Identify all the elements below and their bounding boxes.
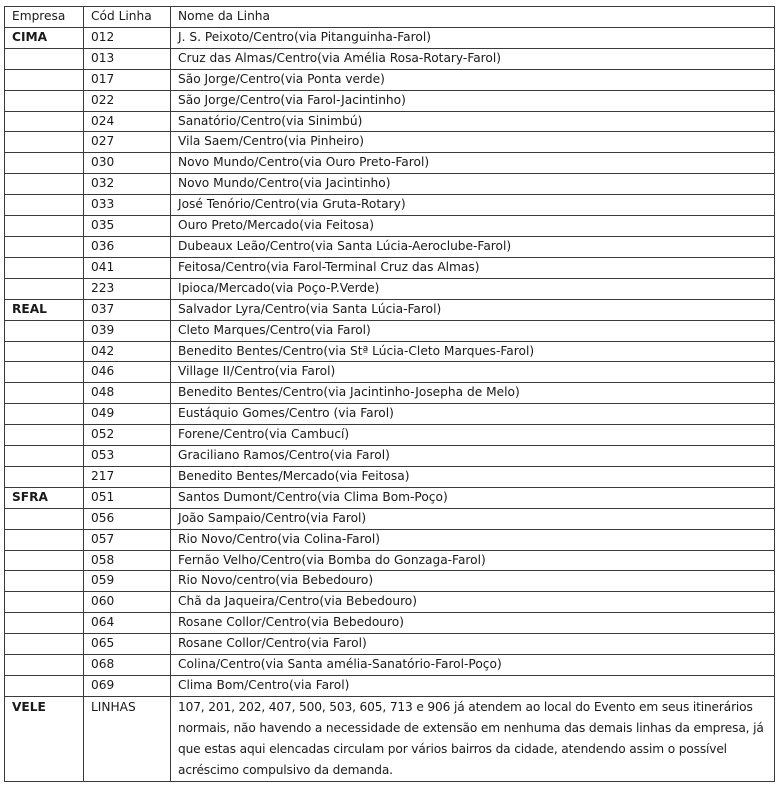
table-row	[5, 362, 775, 383]
table-row	[5, 90, 775, 111]
line-code-cell: 039	[84, 320, 171, 341]
line-code-cell: 030	[84, 153, 171, 174]
table-row	[5, 529, 775, 550]
line-name-cell: Graciliano Ramos/Centro(via Farol)	[171, 446, 775, 467]
line-name-cell: Ouro Preto/Mercado(via Feitosa)	[171, 216, 775, 237]
table-row	[5, 655, 775, 676]
empty-company-cell	[5, 383, 84, 404]
line-code-cell: 053	[84, 446, 171, 467]
empty-company-cell	[5, 529, 84, 550]
line-name-cell: Chã da Jaqueira/Centro(via Bebedouro)	[171, 592, 775, 613]
empty-company-cell	[5, 676, 84, 697]
line-code-cell: 037	[84, 299, 171, 320]
table-row	[5, 27, 775, 48]
empty-company-cell	[5, 508, 84, 529]
empty-company-cell	[5, 425, 84, 446]
line-name-cell: Cleto Marques/Centro(via Farol)	[171, 320, 775, 341]
line-name-cell: Feitosa/Centro(via Farol-Terminal Cruz das Almas)	[171, 257, 775, 278]
line-code-cell: 022	[84, 90, 171, 111]
line-code-cell: 223	[84, 278, 171, 299]
line-name-cell: Sanatório/Centro(via Sinimbú)	[171, 111, 775, 132]
table-row	[5, 257, 775, 278]
line-name-cell: Eustáquio Gomes/Centro (via Farol)	[171, 404, 775, 425]
empty-company-cell	[5, 320, 84, 341]
header-empresa: Empresa	[5, 7, 84, 28]
empty-company-cell	[5, 466, 84, 487]
line-code-cell: 042	[84, 341, 171, 362]
table-row	[5, 592, 775, 613]
line-name-cell: Vila Saem/Centro(via Pinheiro)	[171, 132, 775, 153]
line-code-cell: 035	[84, 216, 171, 237]
line-code-cell: 065	[84, 634, 171, 655]
line-code-cell: 036	[84, 236, 171, 257]
table-row	[5, 487, 775, 508]
empty-company-cell	[5, 655, 84, 676]
line-name-cell: João Sampaio/Centro(via Farol)	[171, 508, 775, 529]
line-name-cell: São Jorge/Centro(via Farol-Jacintinho)	[171, 90, 775, 111]
empty-company-cell	[5, 132, 84, 153]
line-code-cell: 056	[84, 508, 171, 529]
vele-note-cell: 107, 201, 202, 407, 500, 503, 605, 713 e 906 já atendem ao local do Evento em seus itinerários normais, não havendo a necessidade de extensão em nenhuma das demais linhas da empresa, já que estas aqui elencadas circulam por vários bairros da cidade, atendendo assim o possível acréscimo compulsivo da demanda.	[171, 696, 775, 781]
table-row	[5, 320, 775, 341]
company-cell: VELE	[5, 696, 84, 781]
line-name-cell: Clima Bom/Centro(via Farol)	[171, 676, 775, 697]
table-row	[5, 550, 775, 571]
line-code-cell: 060	[84, 592, 171, 613]
empty-company-cell	[5, 278, 84, 299]
table-row	[5, 383, 775, 404]
table-row	[5, 216, 775, 237]
line-code-cell: 064	[84, 613, 171, 634]
line-name-cell: Forene/Centro(via Cambucí)	[171, 425, 775, 446]
line-code-cell: 058	[84, 550, 171, 571]
table-row	[5, 153, 775, 174]
line-name-cell: Ipioca/Mercado(via Poço-P.Verde)	[171, 278, 775, 299]
line-name-cell: Novo Mundo/Centro(via Ouro Preto-Farol)	[171, 153, 775, 174]
line-code-cell: 059	[84, 571, 171, 592]
empty-company-cell	[5, 404, 84, 425]
empty-company-cell	[5, 571, 84, 592]
line-code-cell: 068	[84, 655, 171, 676]
empty-company-cell	[5, 153, 84, 174]
line-code-cell: 051	[84, 487, 171, 508]
table-row	[5, 404, 775, 425]
empty-company-cell	[5, 362, 84, 383]
line-name-cell: São Jorge/Centro(via Ponta verde)	[171, 69, 775, 90]
table-row	[5, 132, 775, 153]
line-name-cell: J. S. Peixoto/Centro(via Pitanguinha-Farol)	[171, 27, 775, 48]
company-cell: CIMA	[5, 27, 84, 48]
line-code-cell: 049	[84, 404, 171, 425]
table-row	[5, 696, 775, 781]
table-row	[5, 341, 775, 362]
table-row	[5, 446, 775, 467]
line-code-cell: 069	[84, 676, 171, 697]
line-code-cell: 012	[84, 27, 171, 48]
line-name-cell: Novo Mundo/Centro(via Jacintinho)	[171, 174, 775, 195]
line-name-cell: Dubeaux Leão/Centro(via Santa Lúcia-Aeroclube-Farol)	[171, 236, 775, 257]
header-nome-linha: Nome da Linha	[171, 7, 775, 28]
table-row	[5, 466, 775, 487]
line-name-cell: Rio Novo/centro(via Bebedouro)	[171, 571, 775, 592]
line-name-cell: Colina/Centro(via Santa amélia-Sanatório-Farol-Poço)	[171, 655, 775, 676]
empty-company-cell	[5, 111, 84, 132]
table-row	[5, 195, 775, 216]
empty-company-cell	[5, 550, 84, 571]
line-code-cell: 046	[84, 362, 171, 383]
empty-company-cell	[5, 90, 84, 111]
line-code-cell: 013	[84, 48, 171, 69]
empty-company-cell	[5, 613, 84, 634]
line-code-cell: 017	[84, 69, 171, 90]
company-cell: SFRA	[5, 487, 84, 508]
empty-company-cell	[5, 592, 84, 613]
table-row	[5, 48, 775, 69]
table-row	[5, 278, 775, 299]
bus-lines-table	[4, 6, 775, 782]
empty-company-cell	[5, 195, 84, 216]
empty-company-cell	[5, 69, 84, 90]
line-name-cell: Fernão Velho/Centro(via Bomba do Gonzaga-Farol)	[171, 550, 775, 571]
empty-company-cell	[5, 174, 84, 195]
line-code-cell: 057	[84, 529, 171, 550]
line-name-cell: Benedito Bentes/Mercado(via Feitosa)	[171, 466, 775, 487]
table-row	[5, 425, 775, 446]
line-name-cell: Santos Dumont/Centro(via Clima Bom-Poço)	[171, 487, 775, 508]
empty-company-cell	[5, 446, 84, 467]
line-code-cell: 033	[84, 195, 171, 216]
line-code-cell: 052	[84, 425, 171, 446]
line-name-cell: Salvador Lyra/Centro(via Santa Lúcia-Farol)	[171, 299, 775, 320]
empty-company-cell	[5, 257, 84, 278]
table-header-row	[5, 7, 775, 28]
line-name-cell: Benedito Bentes/Centro(via Jacintinho-Josepha de Melo)	[171, 383, 775, 404]
line-code-cell: LINHAS	[84, 696, 171, 781]
line-code-cell: 217	[84, 466, 171, 487]
table-row	[5, 508, 775, 529]
line-name-cell: Benedito Bentes/Centro(via Stª Lúcia-Cleto Marques-Farol)	[171, 341, 775, 362]
table-row	[5, 571, 775, 592]
empty-company-cell	[5, 48, 84, 69]
empty-company-cell	[5, 236, 84, 257]
empty-company-cell	[5, 216, 84, 237]
empty-company-cell	[5, 341, 84, 362]
table-row	[5, 69, 775, 90]
line-name-cell: Rosane Collor/Centro(via Farol)	[171, 634, 775, 655]
line-code-cell: 027	[84, 132, 171, 153]
table-row	[5, 174, 775, 195]
table-row	[5, 299, 775, 320]
line-name-cell: Rio Novo/Centro(via Colina-Farol)	[171, 529, 775, 550]
line-name-cell: Rosane Collor/Centro(via Bebedouro)	[171, 613, 775, 634]
table-row	[5, 236, 775, 257]
line-name-cell: Cruz das Almas/Centro(via Amélia Rosa-Rotary-Farol)	[171, 48, 775, 69]
table-row	[5, 634, 775, 655]
line-name-cell: José Tenório/Centro(via Gruta-Rotary)	[171, 195, 775, 216]
line-code-cell: 041	[84, 257, 171, 278]
empty-company-cell	[5, 634, 84, 655]
line-name-cell: Village II/Centro(via Farol)	[171, 362, 775, 383]
header-cod-linha: Cód Linha	[84, 7, 171, 28]
table-row	[5, 676, 775, 697]
line-code-cell: 032	[84, 174, 171, 195]
table-row	[5, 613, 775, 634]
company-cell: REAL	[5, 299, 84, 320]
line-code-cell: 048	[84, 383, 171, 404]
table-row	[5, 111, 775, 132]
line-code-cell: 024	[84, 111, 171, 132]
